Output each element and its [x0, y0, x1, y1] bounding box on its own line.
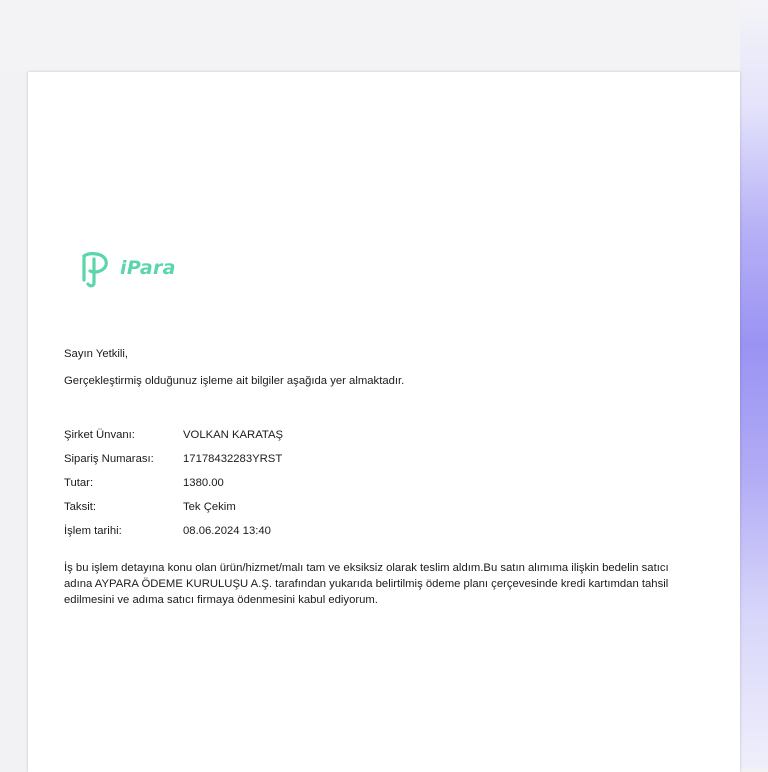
detail-label: İşlem tarihi:	[64, 525, 122, 537]
ipara-logo-text: iPara	[120, 257, 176, 279]
detail-label: Şirket Ünvanı:	[64, 429, 135, 441]
intro-text: Gerçekleştirmiş olduğunuz işleme ait bilgiler aşağıda yer almaktadır.	[64, 375, 405, 387]
greeting: Sayın Yetkili,	[64, 348, 129, 360]
consent-line: adına AYPARA ÖDEME KURULUŞU A.Ş. tarafından yukarıda belirtilmiş ödeme planı çerçevesinde kredi kartımdan tahsil	[64, 578, 669, 590]
detail-label: Taksit:	[64, 501, 97, 513]
ipara-logo	[80, 250, 176, 290]
consent-paragraph	[64, 560, 724, 608]
detail-label: Tutar:	[64, 477, 94, 489]
ipara-logo-icon	[80, 250, 116, 290]
detail-value: 1380.00	[183, 477, 224, 489]
background-top	[0, 0, 740, 72]
consent-line: İş bu işlem detayına konu olan ürün/hizmet/malı tam ve eksiksiz olarak teslim aldım.Bu satın alımıma ilişkin bedelin satıcı	[64, 562, 669, 574]
detail-value: 17178432283YRST	[183, 453, 283, 465]
document-page	[28, 72, 740, 772]
detail-value: 08.06.2024 13:40	[183, 525, 271, 537]
detail-label: Sipariş Numarası:	[64, 453, 154, 465]
detail-value: Tek Çekim	[183, 501, 236, 513]
consent-line: edilmesini ve adıma satıcı firmaya ödenmesini kabul ediyorum.	[64, 594, 378, 606]
background-edge	[740, 0, 768, 768]
detail-value: VOLKAN KARATAŞ	[183, 429, 284, 441]
